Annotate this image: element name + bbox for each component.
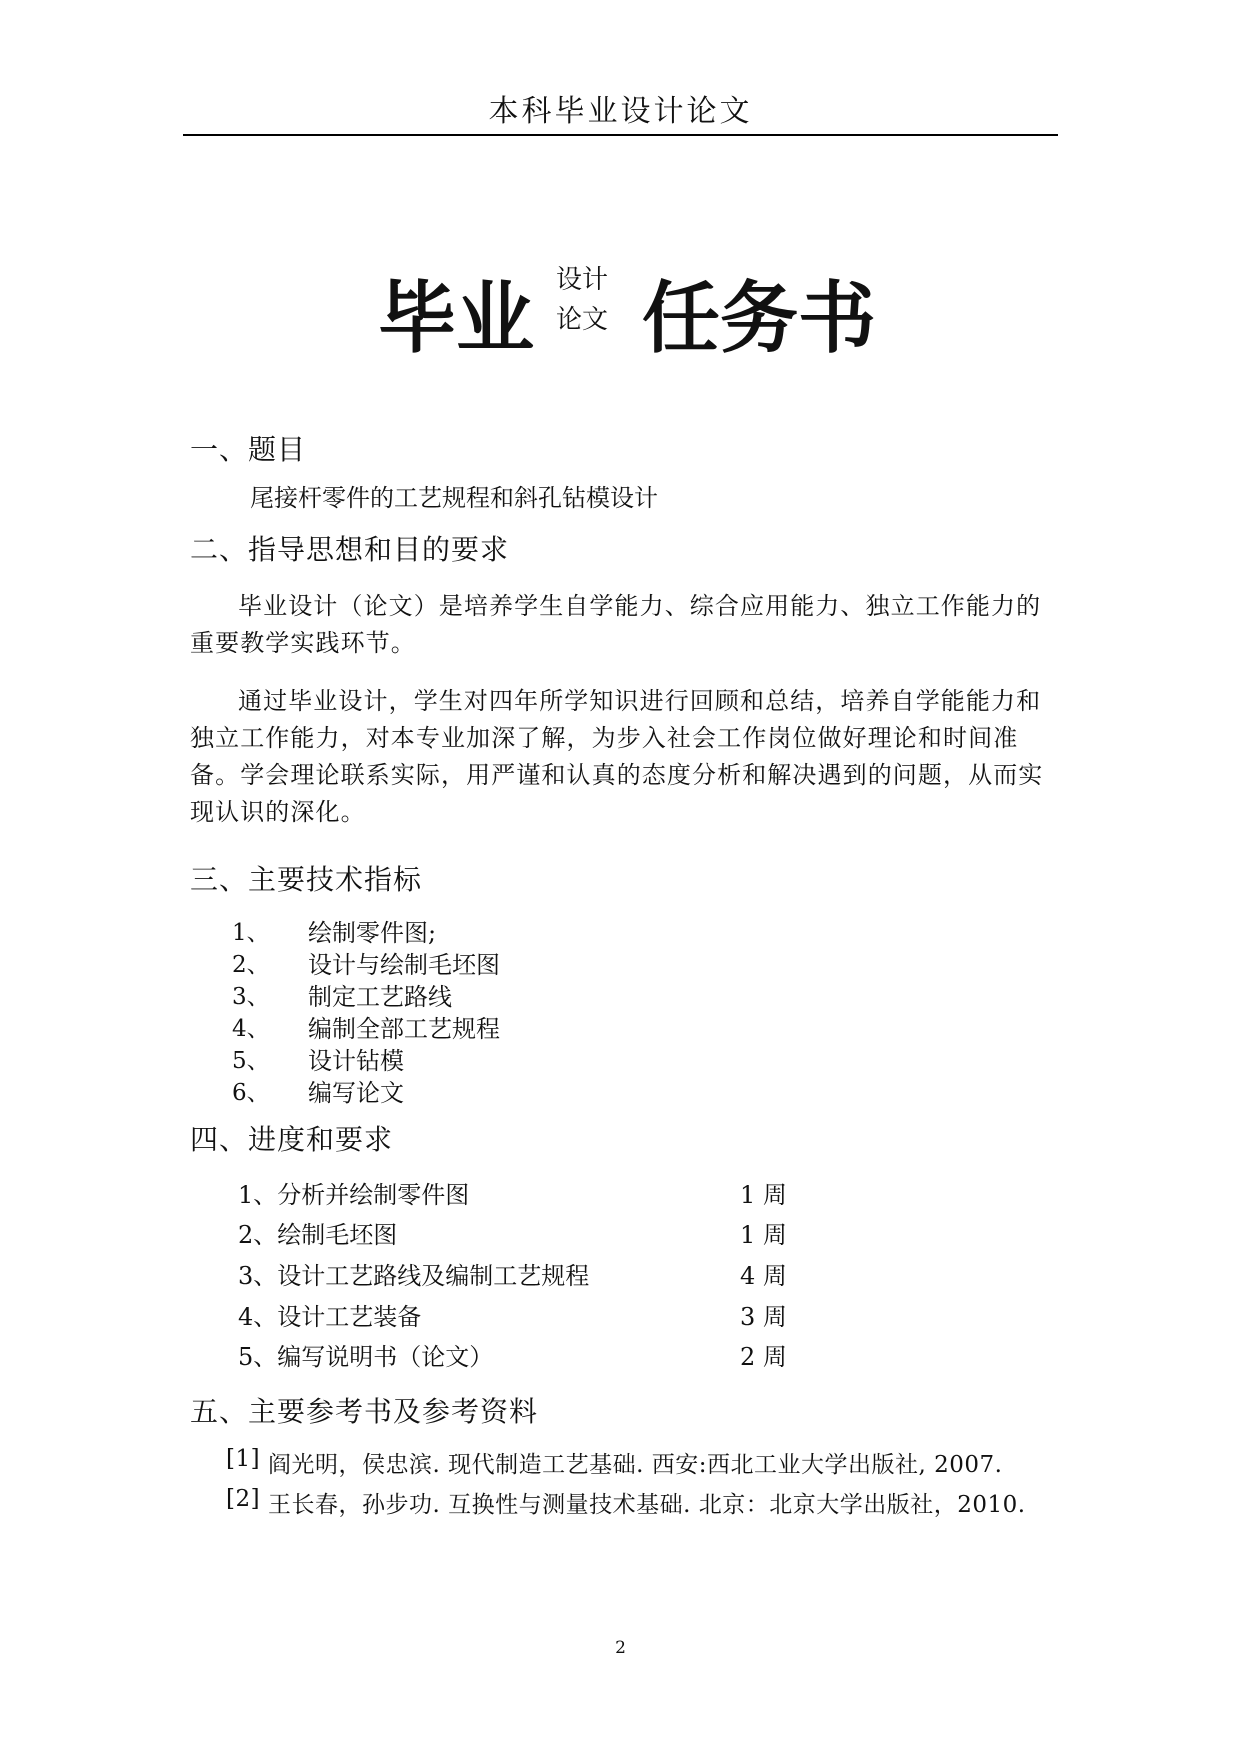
title-stack-top: 设计 (556, 265, 609, 295)
indicator-text: 编写论文 (308, 1079, 404, 1107)
title-stack-bottom: 论文 (556, 305, 609, 335)
indicator-text: 设计与绘制毛坯图 (308, 951, 500, 979)
reference-text: 阎光明，侯忠滨. 现代制造工艺基础. 西安:西北工业大学出版社, 2007. (268, 1452, 1003, 1478)
title-left: 毕业 (378, 274, 535, 364)
indicator-number: 4、 (232, 1016, 270, 1042)
topic-text: 尾接杆零件的工艺规程和斜孔钻模设计 (250, 484, 658, 512)
title-right: 任务书 (642, 274, 877, 364)
indicator-number: 1、 (232, 920, 270, 946)
schedule-duration: 4 周 (740, 1262, 787, 1290)
indicator-number: 3、 (232, 984, 270, 1010)
section-heading-guidance: 二、指导思想和目的要求 (190, 533, 510, 566)
schedule-task: 2、绘制毛坯图 (238, 1221, 398, 1249)
section-heading-schedule: 四、进度和要求 (190, 1123, 394, 1156)
guidance-paragraph-2: 通过毕业设计，学生对四年所学知识进行回顾和总结，培养自学能能力和独立工作能力，对本专业加深了解，为步入社会工作岗位做好理论和时间准备。学会理论联系实际，用严谨和认真的态度分析和解决遇到的问题，从而实现认识的深化。 (190, 687, 1044, 826)
reference-tag: [1] (226, 1446, 261, 1472)
header-rule (183, 134, 1058, 136)
schedule-duration: 2 周 (740, 1343, 787, 1371)
schedule-task: 5、编写说明书（论文） (238, 1343, 494, 1371)
page-number: 2 (615, 1638, 626, 1658)
schedule-task: 1、分析并绘制零件图 (238, 1181, 470, 1209)
indicator-number: 6、 (232, 1080, 270, 1106)
schedule-task: 4、设计工艺装备 (238, 1303, 422, 1331)
indicator-text: 制定工艺路线 (308, 983, 452, 1011)
section-heading-indicators: 三、主要技术指标 (190, 863, 423, 896)
schedule-duration: 1 周 (740, 1221, 787, 1249)
indicator-number: 2、 (232, 952, 270, 978)
section-heading-topic: 一、题目 (190, 433, 307, 466)
indicator-text: 绘制零件图; (308, 919, 437, 947)
indicator-number: 5、 (232, 1048, 270, 1074)
reference-tag: [2] (226, 1486, 261, 1512)
schedule-duration: 3 周 (740, 1303, 787, 1331)
indicator-text: 编制全部工艺规程 (308, 1015, 500, 1043)
section-heading-references: 五、主要参考书及参考资料 (190, 1395, 539, 1428)
schedule-duration: 1 周 (740, 1181, 787, 1209)
indicator-text: 设计钻模 (308, 1047, 404, 1075)
guidance-paragraph-1: 毕业设计（论文）是培养学生自学能力、综合应用能力、独立工作能力的重要教学实践环节。 (190, 592, 1042, 657)
reference-text: 王长春，孙步功. 互换性与测量技术基础. 北京：北京大学出版社，2010. (268, 1492, 1026, 1518)
running-header: 本科毕业设计论文 (488, 94, 753, 129)
schedule-task: 3、设计工艺路线及编制工艺规程 (238, 1262, 590, 1290)
